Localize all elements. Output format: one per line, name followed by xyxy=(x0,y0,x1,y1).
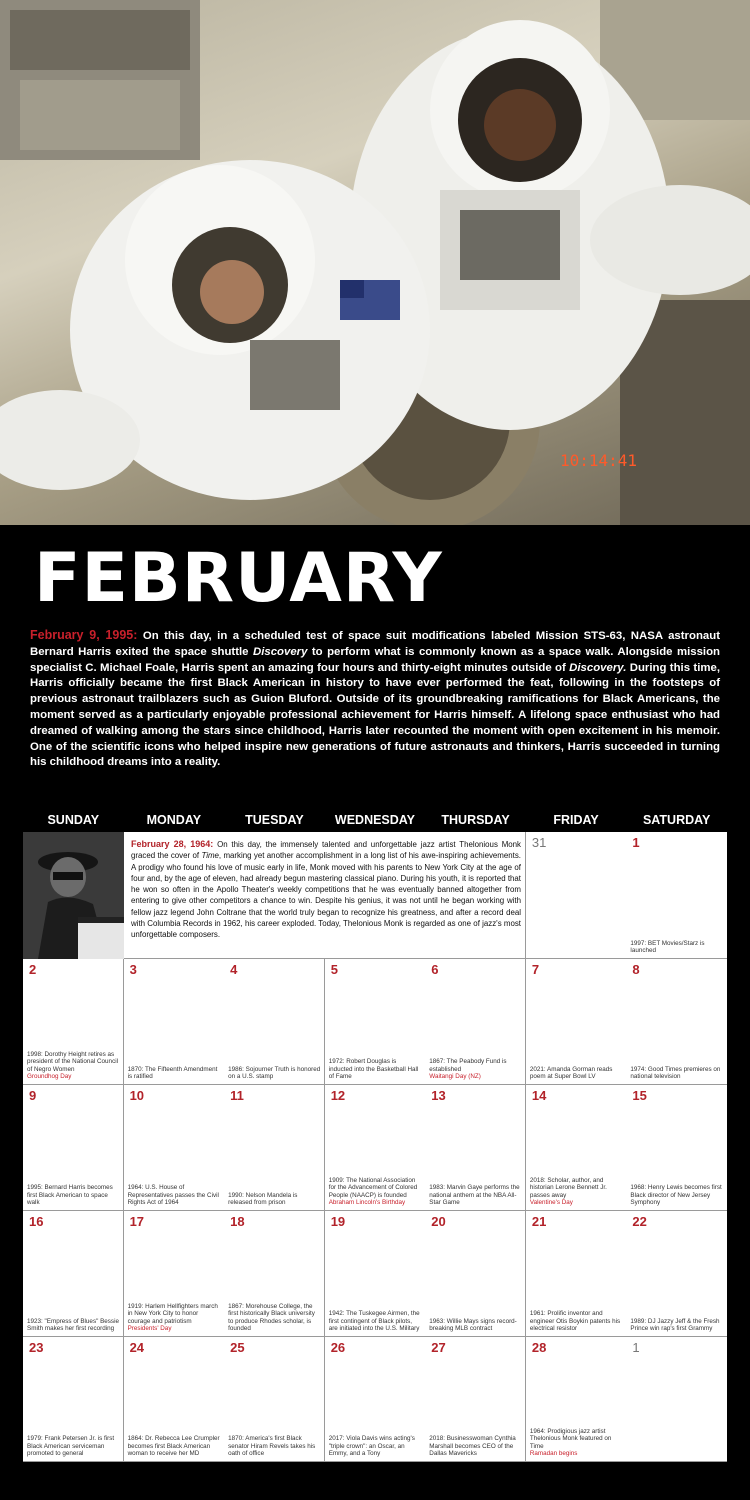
day-number: 13 xyxy=(431,1088,446,1103)
day-event-text: 1942: The Tuskegee Airmen, the first contingent of Black pilots, are initiated into the U.S. Military xyxy=(328,1310,420,1333)
day-event-text: 1989: DJ Jazzy Jeff & the Fresh Prince win rap's first Grammy xyxy=(630,1317,720,1333)
day-event-note xyxy=(530,1428,622,1458)
day-number: 6 xyxy=(431,962,439,977)
day-cell xyxy=(526,1337,627,1462)
day-event-text: 1923: "Empress of Blues" Bessie Smith makes her first recording xyxy=(27,1317,119,1333)
day-holiday: Waitangi Day (NZ) xyxy=(429,1073,481,1081)
day-of-week-header xyxy=(23,811,727,831)
day-number: 12 xyxy=(330,1088,346,1103)
day-event-text: 1867: The Peabody Fund is established xyxy=(429,1058,507,1073)
day-cell xyxy=(124,1085,225,1211)
day-event-note xyxy=(530,1310,622,1333)
monk-text-1: On this day, the immensely talented and unforgettable jazz artist Thelonious Monk graced the cover of xyxy=(131,840,521,861)
monk-feature-text xyxy=(131,839,521,941)
dow-wednesday: WEDNESDAY xyxy=(334,813,416,827)
day-cell xyxy=(626,832,727,959)
day-cell xyxy=(425,1085,526,1211)
day-holiday: Valentine's Day xyxy=(529,1199,573,1207)
day-event-note xyxy=(228,1435,320,1458)
day-event-note xyxy=(429,1184,521,1207)
day-event-text: 1867: Morehouse College, the first historically Black university to produce Rhodes scholar, is founded xyxy=(228,1302,315,1333)
dow-tuesday: TUESDAY xyxy=(245,813,304,827)
monk-feature-cell xyxy=(23,832,526,959)
day-number: 3 xyxy=(129,962,137,977)
day-cell xyxy=(124,959,225,1085)
day-cell xyxy=(325,1085,426,1211)
day-cell xyxy=(526,959,627,1085)
feature-text-1: On this day, in a scheduled test of space suit modifications labeled Mission STS-63, NASA astronaut Bernard Harris exited the space shuttle xyxy=(30,630,720,658)
day-cell xyxy=(425,1337,526,1462)
day-cell xyxy=(325,1211,426,1337)
day-event-text: 1961: Prolific inventor and engineer Otis Boykin patents his electrical resistor xyxy=(529,1310,621,1333)
day-event-text: 1983: Marvin Gaye performs the national anthem at the NBA All-Star Game xyxy=(429,1184,520,1207)
feature-text-2: to perform what is commonly known as a space walk. Alongside mission specialist C. Michael Foale, Harris spent an amazing four hours and thirty-eight minutes outside of xyxy=(30,645,720,674)
day-number: 9 xyxy=(29,1088,37,1103)
day-event-text: 1990: Nelson Mandela is released from prison xyxy=(228,1191,298,1207)
day-number: 10 xyxy=(129,1088,145,1103)
day-number: 21 xyxy=(531,1214,547,1229)
day-number: 28 xyxy=(531,1340,547,1355)
day-cell xyxy=(425,959,526,1085)
day-number: 1 xyxy=(632,1340,640,1355)
day-cell xyxy=(626,1337,727,1462)
day-event-text: 1968: Henry Lewis becomes first Black director of New Jersey Symphony xyxy=(630,1184,722,1207)
day-event-note xyxy=(228,1303,320,1333)
day-event-note xyxy=(27,1435,119,1458)
day-event-note xyxy=(630,1318,723,1333)
day-event-text: 1997: BET Movies/Starz is launched xyxy=(630,939,705,955)
day-event-note xyxy=(27,1051,119,1081)
day-number: 31 xyxy=(531,835,547,850)
day-event-text: 2018: Scholar, author, and historian Lerone Bennett Jr. passes away xyxy=(529,1176,607,1199)
day-event-text: 2018: Businesswoman Cynthia Marshall becomes CEO of the Dallas Mavericks xyxy=(429,1435,516,1458)
day-event-note xyxy=(429,1318,521,1333)
day-cell xyxy=(526,832,627,959)
day-event-text: 1909: The National Association for the Advancement of Colored People (NAACP) is founded xyxy=(328,1176,418,1199)
feature-italic-1: Discovery xyxy=(252,645,308,658)
day-cell xyxy=(526,1085,627,1211)
day-number: 23 xyxy=(29,1340,44,1355)
day-event-note xyxy=(128,1066,220,1081)
feature-date: February 9, 1995: xyxy=(30,628,138,642)
day-event-note xyxy=(27,1184,119,1207)
day-number: 17 xyxy=(129,1214,145,1229)
day-event-note xyxy=(630,1184,723,1207)
feature-paragraph xyxy=(30,628,720,771)
astronauts-photo xyxy=(0,0,750,525)
calendar-grid xyxy=(23,832,727,1462)
day-cell xyxy=(224,1085,325,1211)
photo-timestamp: 10:14:41 xyxy=(560,451,638,470)
day-event-note xyxy=(329,1177,421,1207)
day-number: 20 xyxy=(431,1214,446,1229)
day-event-text: 1870: America's first Black senator Hiram Revels takes his oath of office xyxy=(228,1435,316,1458)
monk-feature-date: February 28, 1964: xyxy=(131,839,214,849)
day-holiday: Presidents' Day xyxy=(127,1325,172,1333)
day-cell xyxy=(224,1337,325,1462)
day-event-note xyxy=(27,1318,119,1333)
day-cell xyxy=(526,1211,627,1337)
day-number: 8 xyxy=(632,962,640,977)
day-event-text: 2017: Viola Davis wins acting's "triple crown": an Oscar, an Emmy, and a Tony xyxy=(328,1435,415,1458)
day-holiday: Groundhog Day xyxy=(27,1073,72,1081)
day-number: 16 xyxy=(29,1214,44,1229)
dow-saturday: SATURDAY xyxy=(642,813,711,827)
day-event-text: 1963: Willie Mays signs record-breaking MLB contract xyxy=(429,1317,517,1333)
day-event-note xyxy=(128,1184,220,1207)
day-event-note xyxy=(228,1066,320,1081)
day-event-text: 1919: Harlem Hellfighters march in New York City to honor courage and patriotism xyxy=(127,1302,218,1325)
monk-italic: Time xyxy=(201,851,219,861)
day-cell xyxy=(626,1085,727,1211)
monk-text-2: , marking yet another accomplishment in a long list of his awe-inspiring achievements. A prodigy who found his love of music early in life, Monk moved with his parents to New York City at the age of four and, by the age of eleven, had already begun mastering classical piano. During his youth, it is reported that he won so often in the Apollo Theater's weekly competitions that he was eventually banned altogether from entering to give other competitors a chance to win. Despite his genius, it was not until he began working with fellow jazz legend John Coltrane that the world truly began to recognize his greatness, and after a record deal with Columbia Records in 1962, his career exploded. Today, Thelonious Monk is regarded as one of jazz's most unforgettable composers. xyxy=(131,851,521,940)
day-event-text: 1870: The Fifteenth Amendment is ratified xyxy=(127,1065,218,1081)
day-event-note xyxy=(630,940,723,955)
day-number: 24 xyxy=(129,1340,145,1355)
day-cell xyxy=(224,959,325,1085)
day-event-note xyxy=(530,1066,622,1081)
day-event-text: 1995: Bernard Harris becomes first Black American to space walk xyxy=(27,1184,113,1207)
day-cell xyxy=(23,1211,124,1337)
day-number: 7 xyxy=(531,962,540,977)
day-event-text: 1964: Prodigious jazz artist Thelonious Monk featured on Time xyxy=(529,1427,612,1450)
day-event-note xyxy=(329,1310,421,1333)
day-event-text: 1979: Frank Petersen Jr. is first Black American serviceman promoted to general xyxy=(27,1435,115,1458)
day-cell xyxy=(23,1337,124,1462)
day-event-text: 2021: Amanda Gorman reads poem at Super Bowl LV xyxy=(529,1065,613,1081)
day-cell xyxy=(124,1337,225,1462)
day-number: 27 xyxy=(431,1340,446,1355)
day-number: 22 xyxy=(632,1214,647,1229)
day-number: 25 xyxy=(230,1340,245,1355)
day-number: 18 xyxy=(230,1214,245,1229)
dow-thursday: THURSDAY xyxy=(441,813,510,827)
day-number: 19 xyxy=(330,1214,346,1229)
day-cell xyxy=(23,959,124,1085)
dow-monday: MONDAY xyxy=(146,813,202,827)
day-cell xyxy=(325,959,426,1085)
day-number: 1 xyxy=(632,835,640,850)
day-cell xyxy=(124,1211,225,1337)
month-title: FEBRUARY xyxy=(34,539,443,618)
day-cell xyxy=(325,1337,426,1462)
day-number: 2 xyxy=(29,962,37,977)
day-event-text: 1974: Good Times premieres on national television xyxy=(630,1065,721,1081)
day-event-text: 1972: Robert Douglas is inducted into the Basketball Hall of Fame xyxy=(328,1058,419,1081)
dow-friday: FRIDAY xyxy=(553,813,599,827)
day-cell xyxy=(626,959,727,1085)
feature-text-3: During this time, Harris officially became the first Black American in history to have ever performed the feat, following in the footsteps of previous astronaut trailblazers such as Guion Bluford. Outside of its groundbreaking ramifications for Black Americans, the moment served as a particularly enjoyable professional achievement for Harris himself. A lifelong space enthusiast who had dreamed of walking among the stars since childhood, Harris later recounted the moment with open excitement in his memoir. One of the scientific icons who helped inspire new generations of future astronauts and thinkers, Harris succeeded in turning his childhood dreams into a reality. xyxy=(30,661,720,769)
day-number: 14 xyxy=(531,1088,547,1103)
feature-italic-2: Discovery. xyxy=(569,661,627,674)
day-event-text: 1864: Dr. Rebecca Lee Crumpler becomes first Black American woman to receive her MD xyxy=(127,1435,220,1458)
day-event-note xyxy=(228,1192,320,1207)
day-cell xyxy=(425,1211,526,1337)
day-holiday: Abraham Lincoln's Birthday xyxy=(328,1199,406,1207)
dow-sunday: SUNDAY xyxy=(47,813,100,827)
day-number: 26 xyxy=(330,1340,346,1355)
day-event-text: 1964: U.S. House of Representatives passes the Civil Rights Act of 1964 xyxy=(127,1184,219,1207)
day-cell xyxy=(626,1211,727,1337)
day-event-text: 1986: Sojourner Truth is honored on a U.S. stamp xyxy=(228,1065,321,1081)
day-event-note xyxy=(128,1303,220,1333)
day-number: 11 xyxy=(230,1088,244,1103)
day-number: 15 xyxy=(632,1088,647,1103)
day-event-note xyxy=(429,1058,521,1081)
day-event-note xyxy=(128,1435,220,1458)
day-cell xyxy=(224,1211,325,1337)
day-cell xyxy=(23,1085,124,1211)
day-event-note xyxy=(630,1066,723,1081)
day-holiday: Ramadan begins xyxy=(529,1450,578,1458)
day-event-note xyxy=(429,1435,521,1458)
day-event-note xyxy=(530,1177,622,1207)
day-event-text: 1998: Dorothy Height retires as president of the National Council of Negro Women xyxy=(27,1050,119,1073)
day-event-note xyxy=(329,1435,421,1458)
day-number: 5 xyxy=(330,962,338,977)
day-number: 4 xyxy=(230,962,238,977)
thelonious-monk-photo xyxy=(23,832,124,959)
day-event-note xyxy=(329,1058,421,1081)
